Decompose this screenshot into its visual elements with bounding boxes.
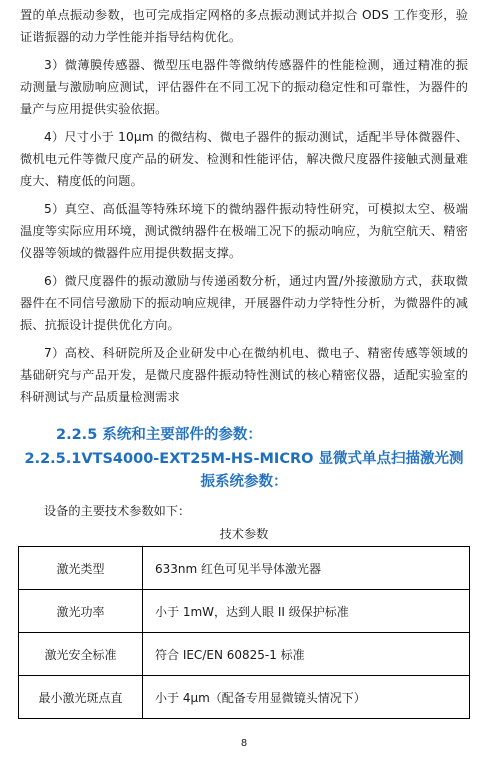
params-intro: 设备的主要技术参数如下： bbox=[44, 504, 191, 518]
document-body bbox=[20, 4, 468, 719]
paragraph-2: 3）微薄膜传感器、微型压电器件等微纳传感器件的性能检测，通过精准的振动测量与激励响应测试，评估器件在不同工况下的振动稳定性和可靠性，为器件的量产与应用提供实验依据。 bbox=[20, 58, 468, 116]
table-row bbox=[19, 633, 470, 676]
table-caption: 技术参数 bbox=[219, 527, 269, 541]
paragraph-6: 7）高校、科研院所及企业研发中心在微纳机电、微电子、精密传感等领域的基础研究与产品开发，是微尺度器件振动特性测试的核心精密仪器，适配实验室的科研测试与产品质量检测需求 bbox=[20, 346, 468, 404]
paragraph-4: 5）真空、高低温等特殊环境下的微纳器件振动特性研究，可模拟太空、极端温度等实际应用环境，测试微纳器件在极端工况下的振动响应，为航空航天、精密仪器等领域的微器件应用提供数据支撑。 bbox=[20, 202, 468, 260]
paragraph-1: 置的单点振动参数，也可完成指定网格的多点振动测试并拟合 ODS 工作变形，验证谐振器的动力学性能并指导结构优化。 bbox=[20, 8, 468, 44]
table-value: 633nm 红色可见半导体激光器 bbox=[143, 547, 470, 590]
table-value: 符合 IEC/EN 60825-1 标准 bbox=[143, 633, 470, 676]
table-row bbox=[19, 676, 470, 719]
table-key: 激光类型 bbox=[19, 547, 143, 590]
subsection-heading: 2.2.5.1VTS4000-EXT25M-HS-MICRO 显微式单点扫描激光测振系统参数： bbox=[24, 451, 464, 490]
section-heading: 2.2.5 系统和主要部件的参数： bbox=[56, 427, 262, 443]
table-key: 激光功率 bbox=[19, 590, 143, 633]
table-row bbox=[19, 590, 470, 633]
table-row bbox=[19, 547, 470, 590]
paragraph-5: 6）微尺度器件的振动激励与传递函数分析，通过内置/外接激励方式，获取微器件在不同信号激励下的振动响应规律，开展器件动力学特性分析，为微器件的减振、抗振设计提供优化方向。 bbox=[20, 274, 468, 332]
table-value: 小于 4μm（配备专用显微镜头情况下） bbox=[143, 676, 470, 719]
table-key: 最小激光斑点直 bbox=[19, 676, 143, 719]
page-number: 8 bbox=[240, 738, 248, 749]
specs-table bbox=[18, 546, 470, 719]
paragraph-3: 4）尺寸小于 10μm 的微结构、微电子器件的振动测试，适配半导体微器件、微机电元件等微尺度产品的研发、检测和性能评估，解决微尺度器件接触式测量难度大、精度低的问题。 bbox=[20, 130, 468, 188]
table-value: 小于 1mW，达到人眼 II 级保护标准 bbox=[143, 590, 470, 633]
table-key: 激光安全标准 bbox=[19, 633, 143, 676]
